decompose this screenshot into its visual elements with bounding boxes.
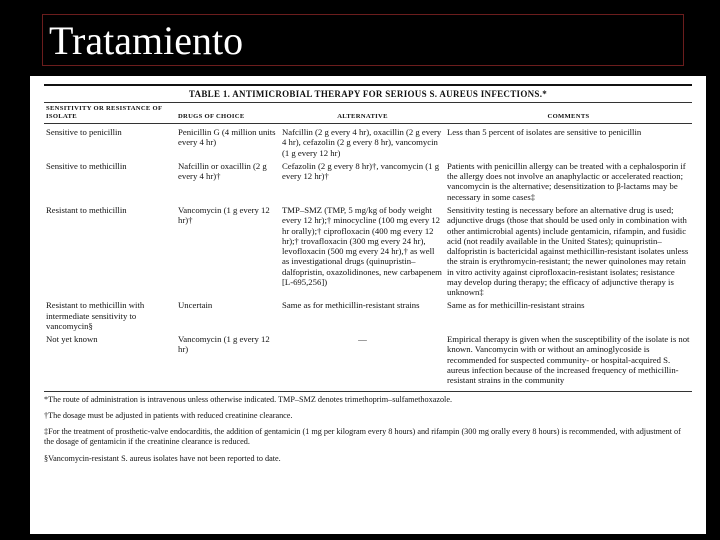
- cell-alternative: Nafcillin (2 g every 4 hr), oxacillin (2 g every 4 hr), cefazolin (2 g every 8 hr), vancomycin (1 g every 12 hr): [282, 127, 442, 158]
- cell-alternative: TMP–SMZ (TMP, 5 mg/kg of body weight every 12 hr);† minocycline (100 mg every 12 hr orally);† ciprofloxacin (400 mg every 12 hr);† trovafloxacin (300 mg every 24 hr), levofloxacin (500 mg every 24 hr),† as well as investigational drugs (quinupristin–dalfopristin, oxazolidinones, new carbapenem [L-695,256]): [282, 205, 442, 287]
- header-alternative: ALTERNATIVE: [337, 112, 388, 120]
- cell-sensitivity: Sensitive to methicillin: [46, 160, 127, 171]
- footnote: *The route of administration is intravenous unless otherwise indicated. TMP–SMZ denotes trimethoprim–sulfamethoxazole.: [44, 394, 453, 404]
- cell-sensitivity: Not yet known: [46, 334, 98, 345]
- header-comments: COMMENTS: [547, 112, 590, 120]
- footnote: §Vancomycin-resistant S. aureus isolates have not been reported to date.: [44, 453, 281, 463]
- table-row: [44, 333, 692, 387]
- cell-drugs: Nafcillin or oxacillin (2 g every 4 hr)†: [178, 160, 267, 182]
- footnote: ‡For the treatment of prosthetic-valve endocarditis, the addition of gentamicin (1 mg per kilogram every 8 hours) and rifampin (300 mg orally every 8 hours) is recommended, with adjustment of the dosage of gentamicin if the creatinine clearance is reduced.: [44, 427, 681, 447]
- cell-alternative: Same as for methicillin-resistant strains: [282, 300, 420, 311]
- cell-drugs: Penicillin G (4 million units every 4 hr): [178, 127, 276, 148]
- table-container: [44, 84, 692, 470]
- footnote: †The dosage must be adjusted in patients with reduced creatinine clearance.: [44, 410, 293, 420]
- header-row: [44, 103, 692, 124]
- slide-title: Tratamiento: [49, 18, 244, 63]
- table-row: [44, 126, 692, 160]
- cell-drugs: Vancomycin (1 g every 12 hr): [178, 334, 270, 355]
- table-row: [44, 160, 692, 204]
- cell-sensitivity: Sensitive to penicillin: [46, 127, 122, 138]
- cell-alternative: —: [358, 334, 367, 345]
- therapy-table: [44, 103, 692, 388]
- table-row: [44, 299, 692, 333]
- table-caption: TABLE 1. ANTIMICROBIAL THERAPY FOR SERIOUS S. AUREUS INFECTIONS.*: [188, 89, 548, 99]
- cell-alternative: Cefazolin (2 g every 8 hr)†, vancomycin (1 g every 12 hr)†: [282, 160, 440, 182]
- cell-comments: Empirical therapy is given when the susceptibility of the isolate is not known. Vancomycin with or without an aminoglycoside is recommended for suspected community- or hospital-acquired S. aureus infection because of the increased frequency of methicillin-resistant strains in the community: [447, 334, 690, 386]
- slide-title-frame: [42, 14, 684, 66]
- cell-comments: Same as for methicillin-resistant strains: [447, 300, 585, 311]
- cell-comments: Less than 5 percent of isolates are sensitive to penicillin: [447, 127, 642, 138]
- header-sensitivity: SENSITIVITY OR RESISTANCE OF ISOLATE: [46, 105, 163, 120]
- header-drugs: DRUGS OF CHOICE: [178, 112, 245, 120]
- table-row: [44, 204, 692, 299]
- cell-comments: Patients with penicillin allergy can be treated with a cephalosporin if the allergy does not involve an anaphylactic or accelerated reaction; vancomycin is the alternative; desensitization to β-lactams may be necessary in some cases‡: [447, 160, 686, 202]
- cell-drugs: Vancomycin (1 g every 12 hr)†: [178, 205, 270, 226]
- cell-sensitivity: Resistant to methicillin: [46, 205, 127, 216]
- footnotes: [44, 392, 692, 464]
- table-image: [30, 76, 706, 534]
- cell-comments: Sensitivity testing is necessary before an alternative drug is used; adjunctive drugs (those that should be used only in combination with other antimicrobial agents) include gentamicin, rifampin, and fusidic acid (not readily available in the United States); quinupristin–dalfopristin is bactericidal against methicillin-resistant isolates unless the strain is erythromycin-resistant; the newer quinolones may retain in vitro activity against ciprofloxacin-resistant isolates; resistance may develop during therapy; the efficacy of adjunctive therapy is unknown‡: [447, 205, 689, 298]
- cell-drugs: Uncertain: [178, 300, 213, 311]
- cell-sensitivity: Resistant to methicillin with intermediate sensitivity to vancomycin§: [46, 300, 145, 331]
